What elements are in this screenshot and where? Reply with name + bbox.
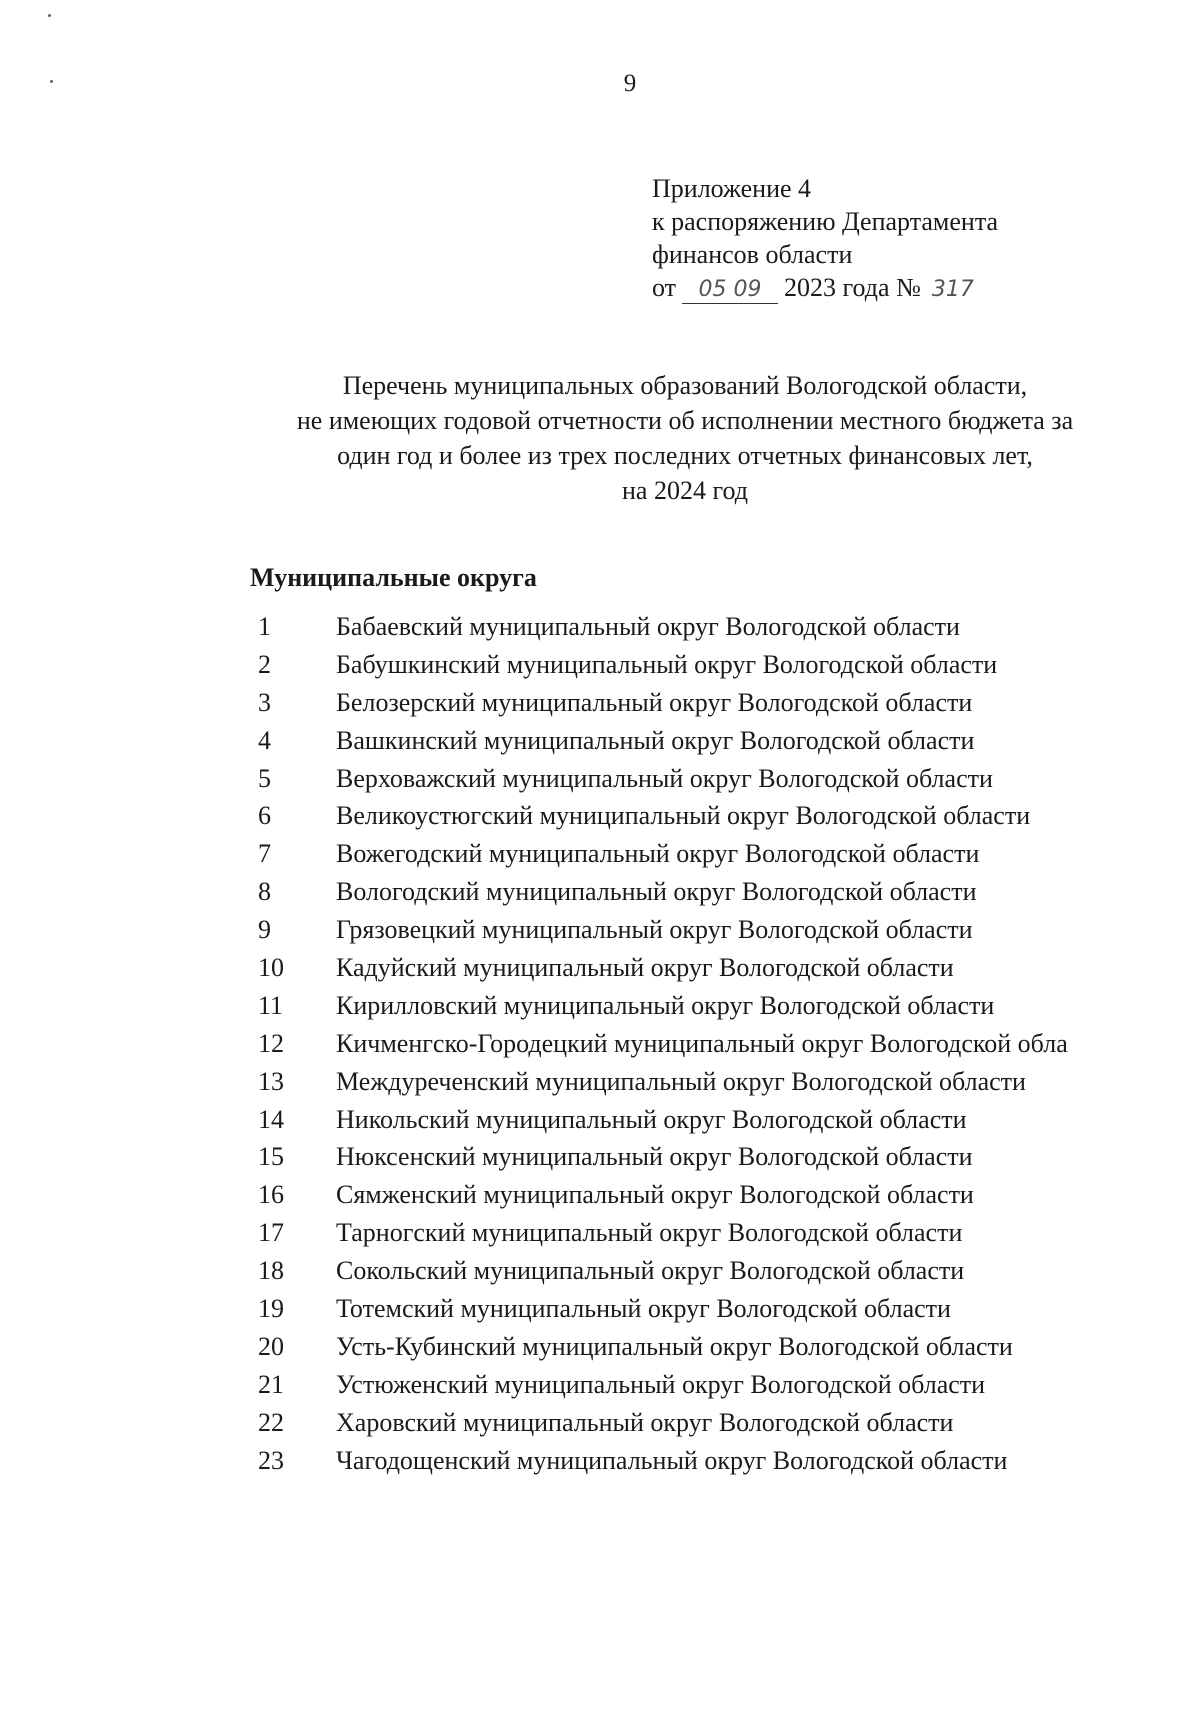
list-item-number: 18 xyxy=(258,1256,284,1286)
appendix-line-3: финансов области xyxy=(652,240,853,269)
list-item xyxy=(258,610,1158,648)
list-item xyxy=(258,648,1158,686)
list-item-name: Великоустюгский муниципальный округ Вологодской области xyxy=(336,801,1031,831)
list-item xyxy=(258,951,1158,989)
list-item-name: Харовский муниципальный округ Вологодской области xyxy=(336,1407,954,1437)
list-item xyxy=(258,1444,1158,1482)
list-item xyxy=(258,989,1158,1027)
list-item-name: Устюженский муниципальный округ Вологодской области xyxy=(336,1369,986,1399)
list-item-number: 8 xyxy=(258,877,271,907)
list-item-number: 21 xyxy=(258,1369,284,1399)
list-item xyxy=(258,724,1158,762)
list-item-number: 14 xyxy=(258,1104,284,1134)
list-item-name: Бабушкинский муниципальный округ Вологодской области xyxy=(336,649,998,679)
list-item-name: Вашкинский муниципальный округ Вологодской области xyxy=(336,725,975,755)
appendix-line-1: Приложение 4 xyxy=(652,174,812,203)
list-item-name: Тотемский муниципальный округ Вологодской области xyxy=(336,1294,951,1324)
date-prefix: от xyxy=(652,273,677,302)
title-line-1: Перечень муниципальных образований Вологодской области, xyxy=(342,371,1028,400)
list-item xyxy=(258,1178,1158,1216)
section-heading: Муниципальные округа xyxy=(250,563,537,592)
title-line-2: не имеющих годовой отчетности об исполнении местного бюджета за xyxy=(296,406,1074,435)
list-item-number: 22 xyxy=(258,1407,284,1437)
list-item xyxy=(258,1103,1158,1141)
list-item-number: 19 xyxy=(258,1294,284,1324)
list-item xyxy=(258,1216,1158,1254)
list-item-number: 3 xyxy=(258,687,271,717)
year-and-number-label: 2023 года № xyxy=(784,273,921,302)
list-item xyxy=(258,1330,1158,1368)
list-item-name: Вологодский муниципальный округ Вологодской области xyxy=(336,877,977,907)
list-item-name: Грязовецкий муниципальный округ Вологодской области xyxy=(336,915,973,945)
list-item-number: 16 xyxy=(258,1180,284,1210)
list-item-name: Чагодощенский муниципальный округ Вологодской области xyxy=(336,1445,1008,1475)
list-item-number: 6 xyxy=(258,801,271,831)
list-item-number: 13 xyxy=(258,1066,284,1096)
list-item xyxy=(258,1254,1158,1292)
page-number: 9 xyxy=(623,70,637,97)
list-item xyxy=(258,1140,1158,1178)
list-item-name: Кадуйский муниципальный округ Вологодской области xyxy=(336,953,954,983)
list-item-number: 9 xyxy=(258,915,271,945)
handwritten-number: 317 xyxy=(931,277,974,302)
list-item xyxy=(258,1368,1158,1406)
list-item-number: 17 xyxy=(258,1218,284,1248)
district-list xyxy=(258,610,1158,1481)
list-item-name: Сямженский муниципальный округ Вологодской области xyxy=(336,1180,974,1210)
document-title xyxy=(240,368,1130,508)
list-item-name: Нюксенский муниципальный округ Вологодской области xyxy=(336,1142,973,1172)
list-item-number: 12 xyxy=(258,1028,284,1058)
list-item xyxy=(258,913,1158,951)
list-item-number: 5 xyxy=(258,763,271,793)
list-item xyxy=(258,1027,1158,1065)
appendix-line-2: к распоряжению Департамента xyxy=(652,207,999,236)
list-item-name: Тарногский муниципальный округ Вологодской области xyxy=(336,1218,963,1248)
list-item-number: 20 xyxy=(258,1331,284,1361)
list-item-number: 2 xyxy=(258,649,271,679)
list-item-number: 7 xyxy=(258,839,271,869)
list-item xyxy=(258,686,1158,724)
list-item-number: 4 xyxy=(258,725,271,755)
list-item-name: Вожегодский муниципальный округ Вологодской области xyxy=(336,839,980,869)
list-item xyxy=(258,875,1158,913)
list-item xyxy=(258,762,1158,800)
handwritten-date: 05 09 xyxy=(682,277,778,304)
scan-speck xyxy=(48,14,51,17)
list-item-name: Кичменгско-Городецкий муниципальный округ Вологодской обла xyxy=(336,1028,1068,1058)
list-item xyxy=(258,837,1158,875)
list-item-number: 23 xyxy=(258,1445,284,1475)
list-item-name: Верховажский муниципальный округ Вологодской области xyxy=(336,763,993,793)
list-item xyxy=(258,799,1158,837)
list-item-number: 1 xyxy=(258,612,271,641)
title-line-4: на 2024 год xyxy=(622,476,748,505)
list-item-number: 15 xyxy=(258,1142,284,1172)
list-item xyxy=(258,1065,1158,1103)
appendix-header xyxy=(652,172,998,304)
list-item xyxy=(258,1406,1158,1444)
list-item-number: 11 xyxy=(258,990,284,1020)
list-item-name: Кирилловский муниципальный округ Вологодской области xyxy=(336,990,995,1020)
list-item-name: Сокольский муниципальный округ Вологодской области xyxy=(336,1256,965,1286)
list-item-name: Белозерский муниципальный округ Вологодской области xyxy=(336,687,973,717)
list-item-name: Междуреченский муниципальный округ Вологодской области xyxy=(336,1066,1026,1096)
list-item-name: Усть-Кубинский муниципальный округ Вологодской области xyxy=(336,1331,1013,1361)
appendix-date-line xyxy=(652,271,998,304)
list-item-name: Бабаевский муниципальный округ Вологодской области xyxy=(336,612,960,641)
title-line-3: один год и более из трех последних отчетных финансовых лет, xyxy=(337,441,1033,470)
list-item-number: 10 xyxy=(258,953,284,983)
list-item-name: Никольский муниципальный округ Вологодской области xyxy=(336,1104,967,1134)
list-item xyxy=(258,1292,1158,1330)
